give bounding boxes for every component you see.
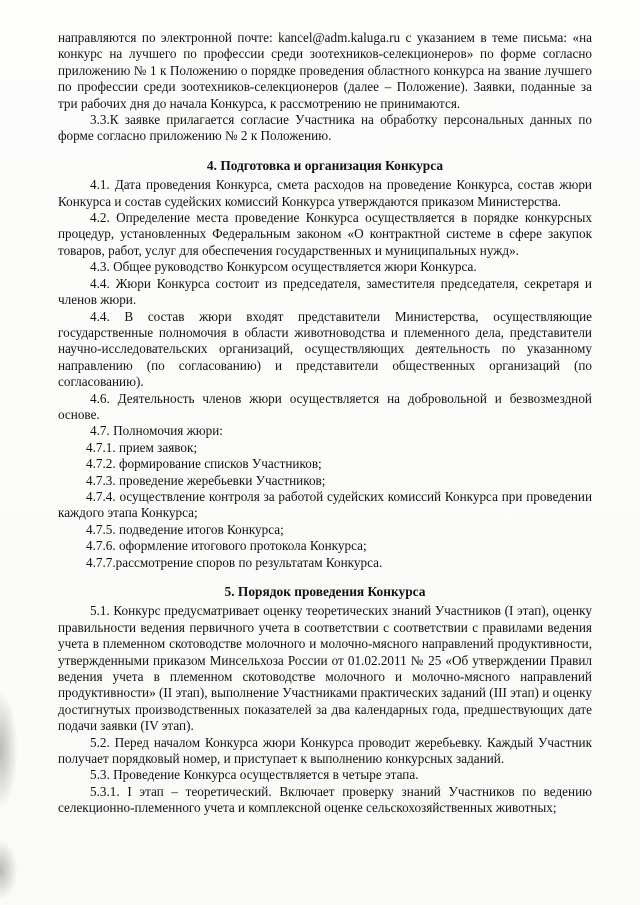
list-item: 4.7.1. прием заявок; <box>86 439 198 455</box>
paragraph: 4.4. В состав жюри входят представители Министерства, осуществляющие государственные полномочия в области животноводства и племенного дела, представители научно-исследовательских организаций, осуществляющих деятельность по указанному направлению (по согласованию) и представители общественных организаций (по согласованию). <box>58 308 592 390</box>
paragraph: 5.3.1. I этап – теоретический. Включает проверку знаний Участников по ведению селекционно-племенного учета и комплексной оценке сельскохозяйственных животных; <box>58 783 592 816</box>
document-body <box>58 30 592 817</box>
paragraph: 3.3.К заявке прилагается согласие Участника на обработку персональных данных по форме согласно приложению № 2 к Положению. <box>58 112 592 144</box>
section-heading: 5. Порядок проведения Конкурса <box>224 584 426 599</box>
paragraph: 5.3. Проведение Конкурса осуществляется в четыре этапа. <box>90 767 419 783</box>
list-item: 4.7.5. подведение итогов Конкурса; <box>86 521 284 537</box>
list-item: 4.7.6. оформление итогового протокола Конкурса; <box>86 538 367 554</box>
scan-smudge <box>0 840 18 900</box>
list-item: 4.7.2. формирование списков Участников; <box>86 456 322 472</box>
paragraph: 4.3. Общее руководство Конкурсом осуществляется жюри Конкурса. <box>90 259 477 275</box>
list-item: 4.7.7.рассмотрение споров по результатам Конкурса. <box>86 554 383 570</box>
paragraph: 4.4. Жюри Конкурса состоит из председателя, заместителя председателя, секретаря и членов жюри. <box>58 275 592 308</box>
scan-smudge <box>0 690 18 810</box>
list-item: 4.7.3. проведение жеребьевки Участников; <box>86 472 326 488</box>
paragraph: 5.1. Конкурс предусматривает оценку теоретических знаний Участников (I этап), оценку правильности ведения первичного учета в соответствии с соответствии с правилами ведения учета в племенном скотоводстве молочного и молочно-мясного направлений продуктивности, утвержденными приказом Минсельхоза России от 01.02.2011 № 25 «Об утверждении Правил ведения учета в племенном скотоводстве молочного и молочно-мясного направлений продуктивности» (II этап), выполнение Участниками практических заданий (III этап) и оценку достигнутых производственных показателей за два календарных года, предшествующих дате подачи заявки (IV этап). <box>58 603 592 734</box>
paragraph: направляются по электронной почте: kancel@adm.kaluga.ru с указанием в теме письма: «на конкурс на лучшего по профессии среди зоотехников-селекционеров» по форме согласно приложению № 1 к Положению о порядке проведения областного конкурса на звание лучшего по профессии среди зоотехников-селекционеров (далее – Положение). Заявки, поданные за три рабочих дня до начала Конкурса, к рассмотрению не принимаются. <box>58 30 592 111</box>
paragraph: 5.2. Перед началом Конкурса жюри Конкурса проводит жеребьевку. Каждый Участник получает порядковый номер, и приступает к выполнению конкурсных заданий. <box>58 734 592 767</box>
section-heading: 4. Подготовка и организация Конкурса <box>206 157 444 173</box>
paragraph: 4.2. Определение места проведение Конкурса осуществляется в порядке конкурсных процедур, установленных Федеральным законом «О контрактной системе в сфере закупок товаров, работ, услуг для обеспечения государственных и муниципальных нужд». <box>58 210 592 258</box>
list-item: 4.7. Полномочия жюри: <box>90 423 223 439</box>
paragraph: 4.6. Деятельность членов жюри осуществляется на добровольной и безвозмездной основе. <box>58 390 592 422</box>
paragraph: 4.1. Дата проведения Конкурса, смета расходов на проведение Конкурса, состав жюри Конкурса и состав судейских комиссий Конкурса утверждаются приказом Министерства. <box>58 177 592 209</box>
list-item: 4.7.4. осуществление контроля за работой судейских комиссий Конкурса при проведении каждого этапа Конкурса; <box>58 488 592 521</box>
